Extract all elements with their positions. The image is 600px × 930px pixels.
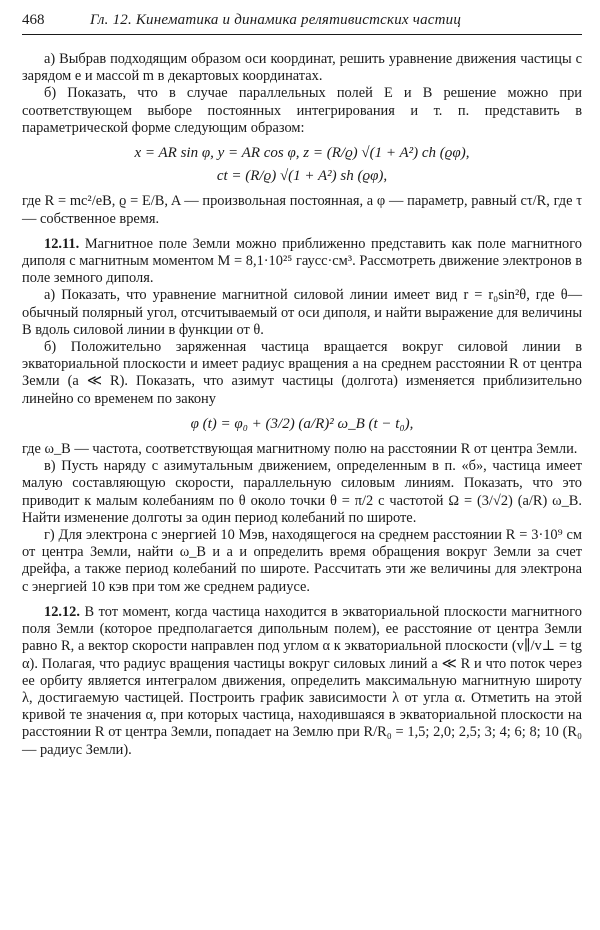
problem-number-12-12: 12.12. — [44, 603, 80, 620]
equation-xyz: x = AR sin φ, y = AR cos φ, z = (R/ϱ) √(1 + A²) ch (ϱφ), — [134, 145, 470, 162]
paragraph-12-11-c: в) Пусть наряду с азимутальным движением, определенным в п. «б», частица имеет малую составляющую скорости, параллельную силовым линиям. Показать, что это приводит к малым колебаниям по θ около точки θ = π/2 с частотой Ω = (3/√2) (a/R) ω_B. Найти изменение долготы за один период колебаний по широте. — [22, 458, 582, 526]
paragraph-12-11-d: г) Для электрона с энергией 10 Мэв, находящегося на среднем расстоянии R = 3·10⁹ см от центра Земли, найти ω_B и a и определить время обращения вокруг Земли за счет дрейфа, а также период колебаний по широте. Рассчитать эти же величины для электрона с энергией 10 кэв при том же среднем радиусе. — [22, 527, 582, 595]
problem-12-12-text: В тот момент, когда частица находится в экваториальной плоскости магнитного поля Земли (которое предполагается дипольным полем), ее расстояние от центра Земли равно R, а вектор скорости направлен под углом α к экваториальной плоскости (v∥/v⊥ = tg α). Полагая, что радиус вращения частицы вокруг силовых линий a ≪ R и что поток через ее орбиту является интегралом движения, определить максимальную магнитную широту λ, достигаемую частицей. Построить график зависимости λ от угла α. Отметить на этой кривой те значения α, при которых частица, находившаяся в экваториальной плоскости на расстоянии R от центра Земли, попадает на Землю при R/R₀ = 1,5; 2,0; 2,5; 3; 4; 6; 8; 10 (R₀ — радиус Земли). — [22, 603, 582, 758]
page-number: 468 — [22, 12, 45, 28]
paragraph-omega-definition: где ω_B — частота, соответствующая магнитному полю на расстоянии R от центра Земли. — [22, 441, 578, 458]
book-page — [22, 8, 582, 759]
paragraph-12-11-b: б) Положительно заряженная частица вращается вокруг силовой линии в экваториальной плоскости и имеет радиус вращения a на среднем расстоянии R от центра Земли (a ≪ R). Показать, что азимут частицы (долгота) изменяется приблизительно линейно со временем по закону — [22, 339, 582, 407]
equation-ct: ct = (R/ϱ) √(1 + A²) sh (ϱφ), — [216, 168, 388, 185]
equation-block-azimuth — [22, 416, 582, 433]
problem-12-11 — [22, 236, 582, 288]
problem-12-12 — [22, 604, 582, 759]
problem-12-11-text: Магнитное поле Земли можно приближенно представить как поле магнитного диполя с магнитным моментом M = 8,1·10²⁵ гаусс·см³. Рассмотреть движение электронов в поле земного диполя. — [22, 235, 582, 287]
running-title: Гл. 12. Кинематика и динамика релятивистских частиц — [90, 12, 462, 28]
paragraph-part-a: а) Выбрав подходящим образом оси координат, решить уравнение движения частицы с зарядом e и массой m в декартовых координатах. — [22, 51, 582, 85]
page-content — [22, 51, 582, 759]
problem-number-12-11: 12.11. — [44, 235, 80, 252]
equation-phi-t: φ (t) = φ₀ + (3/2) (a/R)² ω_B (t − t₀), — [190, 415, 414, 432]
equation-block-parametric — [22, 145, 582, 185]
paragraph-where-definitions: где R = mc²/eB, ϱ = E/B, A — произвольная постоянная, а φ — параметр, равный cτ/R, где τ — собственное время. — [22, 193, 582, 227]
page-header — [22, 8, 582, 35]
paragraph-12-11-a: а) Показать, что уравнение магнитной силовой линии имеет вид r = r₀sin²θ, где θ—обычный полярный угол, отсчитываемый от оси диполя, и найти выражение для величины B вдоль силовой линии в функции от θ. — [22, 287, 582, 338]
paragraph-part-b: б) Показать, что в случае параллельных полей E и B решение можно при соответствующем выборе постоянных интегрирования и т. п. представить в параметрической форме следующим образом: — [22, 85, 582, 136]
